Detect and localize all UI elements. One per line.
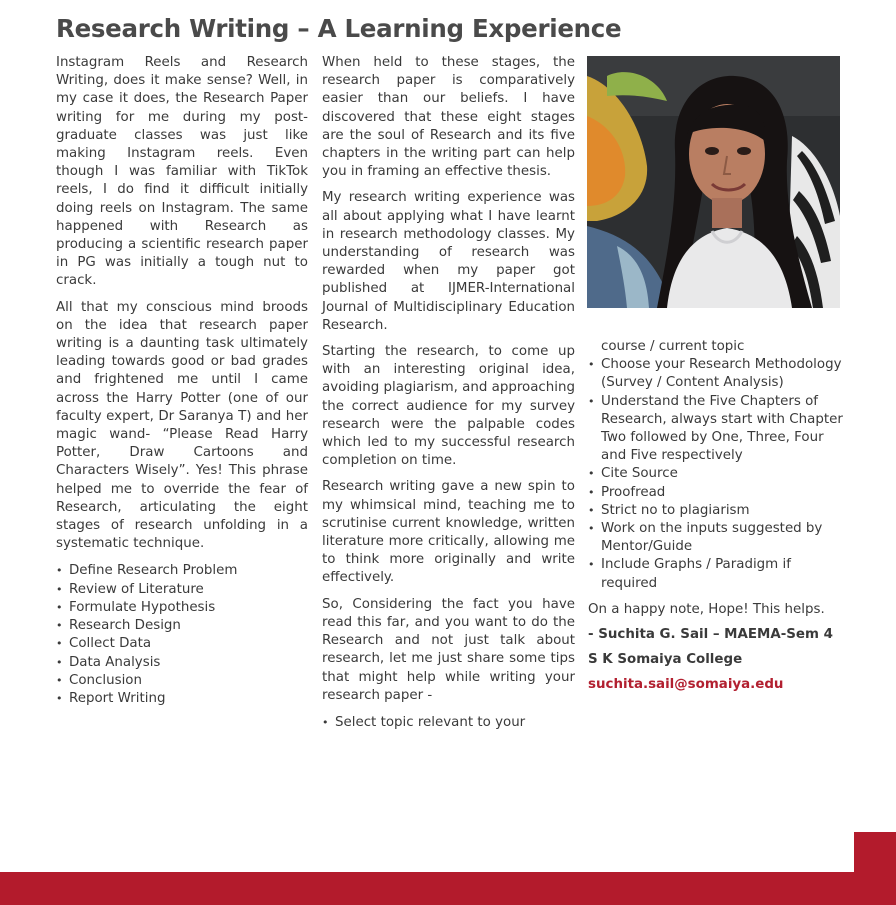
research-stages-list xyxy=(56,562,308,708)
author-email-link[interactable]: suchita.sail@somaiya.edu xyxy=(588,677,784,693)
list-item: • Collect Data xyxy=(56,635,308,653)
list-item-continued: course / current topic xyxy=(601,339,745,354)
column-3 xyxy=(588,338,846,695)
list-item: • Data Analysis xyxy=(56,654,308,672)
paragraph: All that my conscious mind broods on the idea that research paper writing is a daunting task ultimately leading towards good or bad grades and frightened me until I came across the Harry Potter (one of our faculty expert, Dr Saranya T) and her magic wand- “Please Read Harry Potter, Draw Cartoons and Characters Wisely”. Yes! This phrase helped me to override the fear of Research, articulating the eight stages of research unfolding in a systematic technique. xyxy=(56,299,308,552)
list-item: • Proofread xyxy=(588,484,846,502)
paragraph: Research writing gave a new spin to my whimsical mind, teaching me to scrutinise current knowledge, written literature more critically, allowing me to think more originally and write effectively. xyxy=(322,479,575,586)
list-item: • Cite Source xyxy=(588,465,846,483)
article-title: Research Writing – A Learning Experience xyxy=(56,14,622,43)
column-2 xyxy=(322,54,575,732)
paragraph: Starting the research, to come up with an interesting original idea, avoiding plagiarism, and approaching the correct audience for my survey research were the palpable codes which led to my successful research completion on time. xyxy=(322,344,575,469)
footer-bar-tab xyxy=(854,832,896,876)
list-item: • Understand the Five Chapters of Research, always start with Chapter Two followed by One, Three, Four and Five respectively xyxy=(588,393,846,466)
list-item: • Work on the inputs suggested by Mentor/Guide xyxy=(588,520,846,556)
list-item: • Include Graphs / Paradigm if required xyxy=(588,556,846,592)
paragraph: Instagram Reels and Research Writing, does it make sense? Well, in my case it does, the Research Paper writing for me during my post-graduate classes was just like making Instagram reels. Even though I was familiar with TikTok reels, I do find it difficult initially doing reels on Instagram. The same happened with Research as producing a scientific research paper in PG was initially a tough nut to crack. xyxy=(56,55,308,289)
author-portrait-illustration xyxy=(587,56,840,308)
list-item: • Choose your Research Methodology (Survey / Content Analysis) xyxy=(588,356,846,392)
list-item: • Select topic relevant to your xyxy=(322,714,575,732)
list-item: • Conclusion xyxy=(56,672,308,690)
list-item: • Report Writing xyxy=(56,690,308,708)
author-photo xyxy=(587,56,840,308)
list-item: • Review of Literature xyxy=(56,581,308,599)
list-item: • Research Design xyxy=(56,617,308,635)
college-name: S K Somaiya College xyxy=(588,652,743,668)
tips-list-start xyxy=(322,714,575,732)
paragraph: My research writing experience was all about applying what I have learnt in research methodology classes. My understanding of research was rewarded when my paper got published at IJMER-International Journal of Multidisciplinary Education Research. xyxy=(322,190,575,333)
author-signature: - Suchita G. Sail – MAEMA-Sem 4 xyxy=(588,627,833,643)
closing-note: On a happy note, Hope! This helps. xyxy=(588,601,825,617)
paragraph: When held to these stages, the research paper is comparatively easier than our beliefs. I have discovered that these eight stages are the soul of Research and its five chapters in the writing part can help you in framing an effective thesis. xyxy=(322,55,575,180)
tips-list xyxy=(588,356,846,593)
list-item: • Formulate Hypothesis xyxy=(56,599,308,617)
paragraph: So, Considering the fact you have read this far, and you want to do the Research and not just talk about research, let me just share some tips that might help while writing your research paper - xyxy=(322,596,575,703)
footer-bar xyxy=(0,872,896,905)
list-item: • Define Research Problem xyxy=(56,562,308,580)
list-item: • Strict no to plagiarism xyxy=(588,502,846,520)
column-1 xyxy=(56,54,308,708)
